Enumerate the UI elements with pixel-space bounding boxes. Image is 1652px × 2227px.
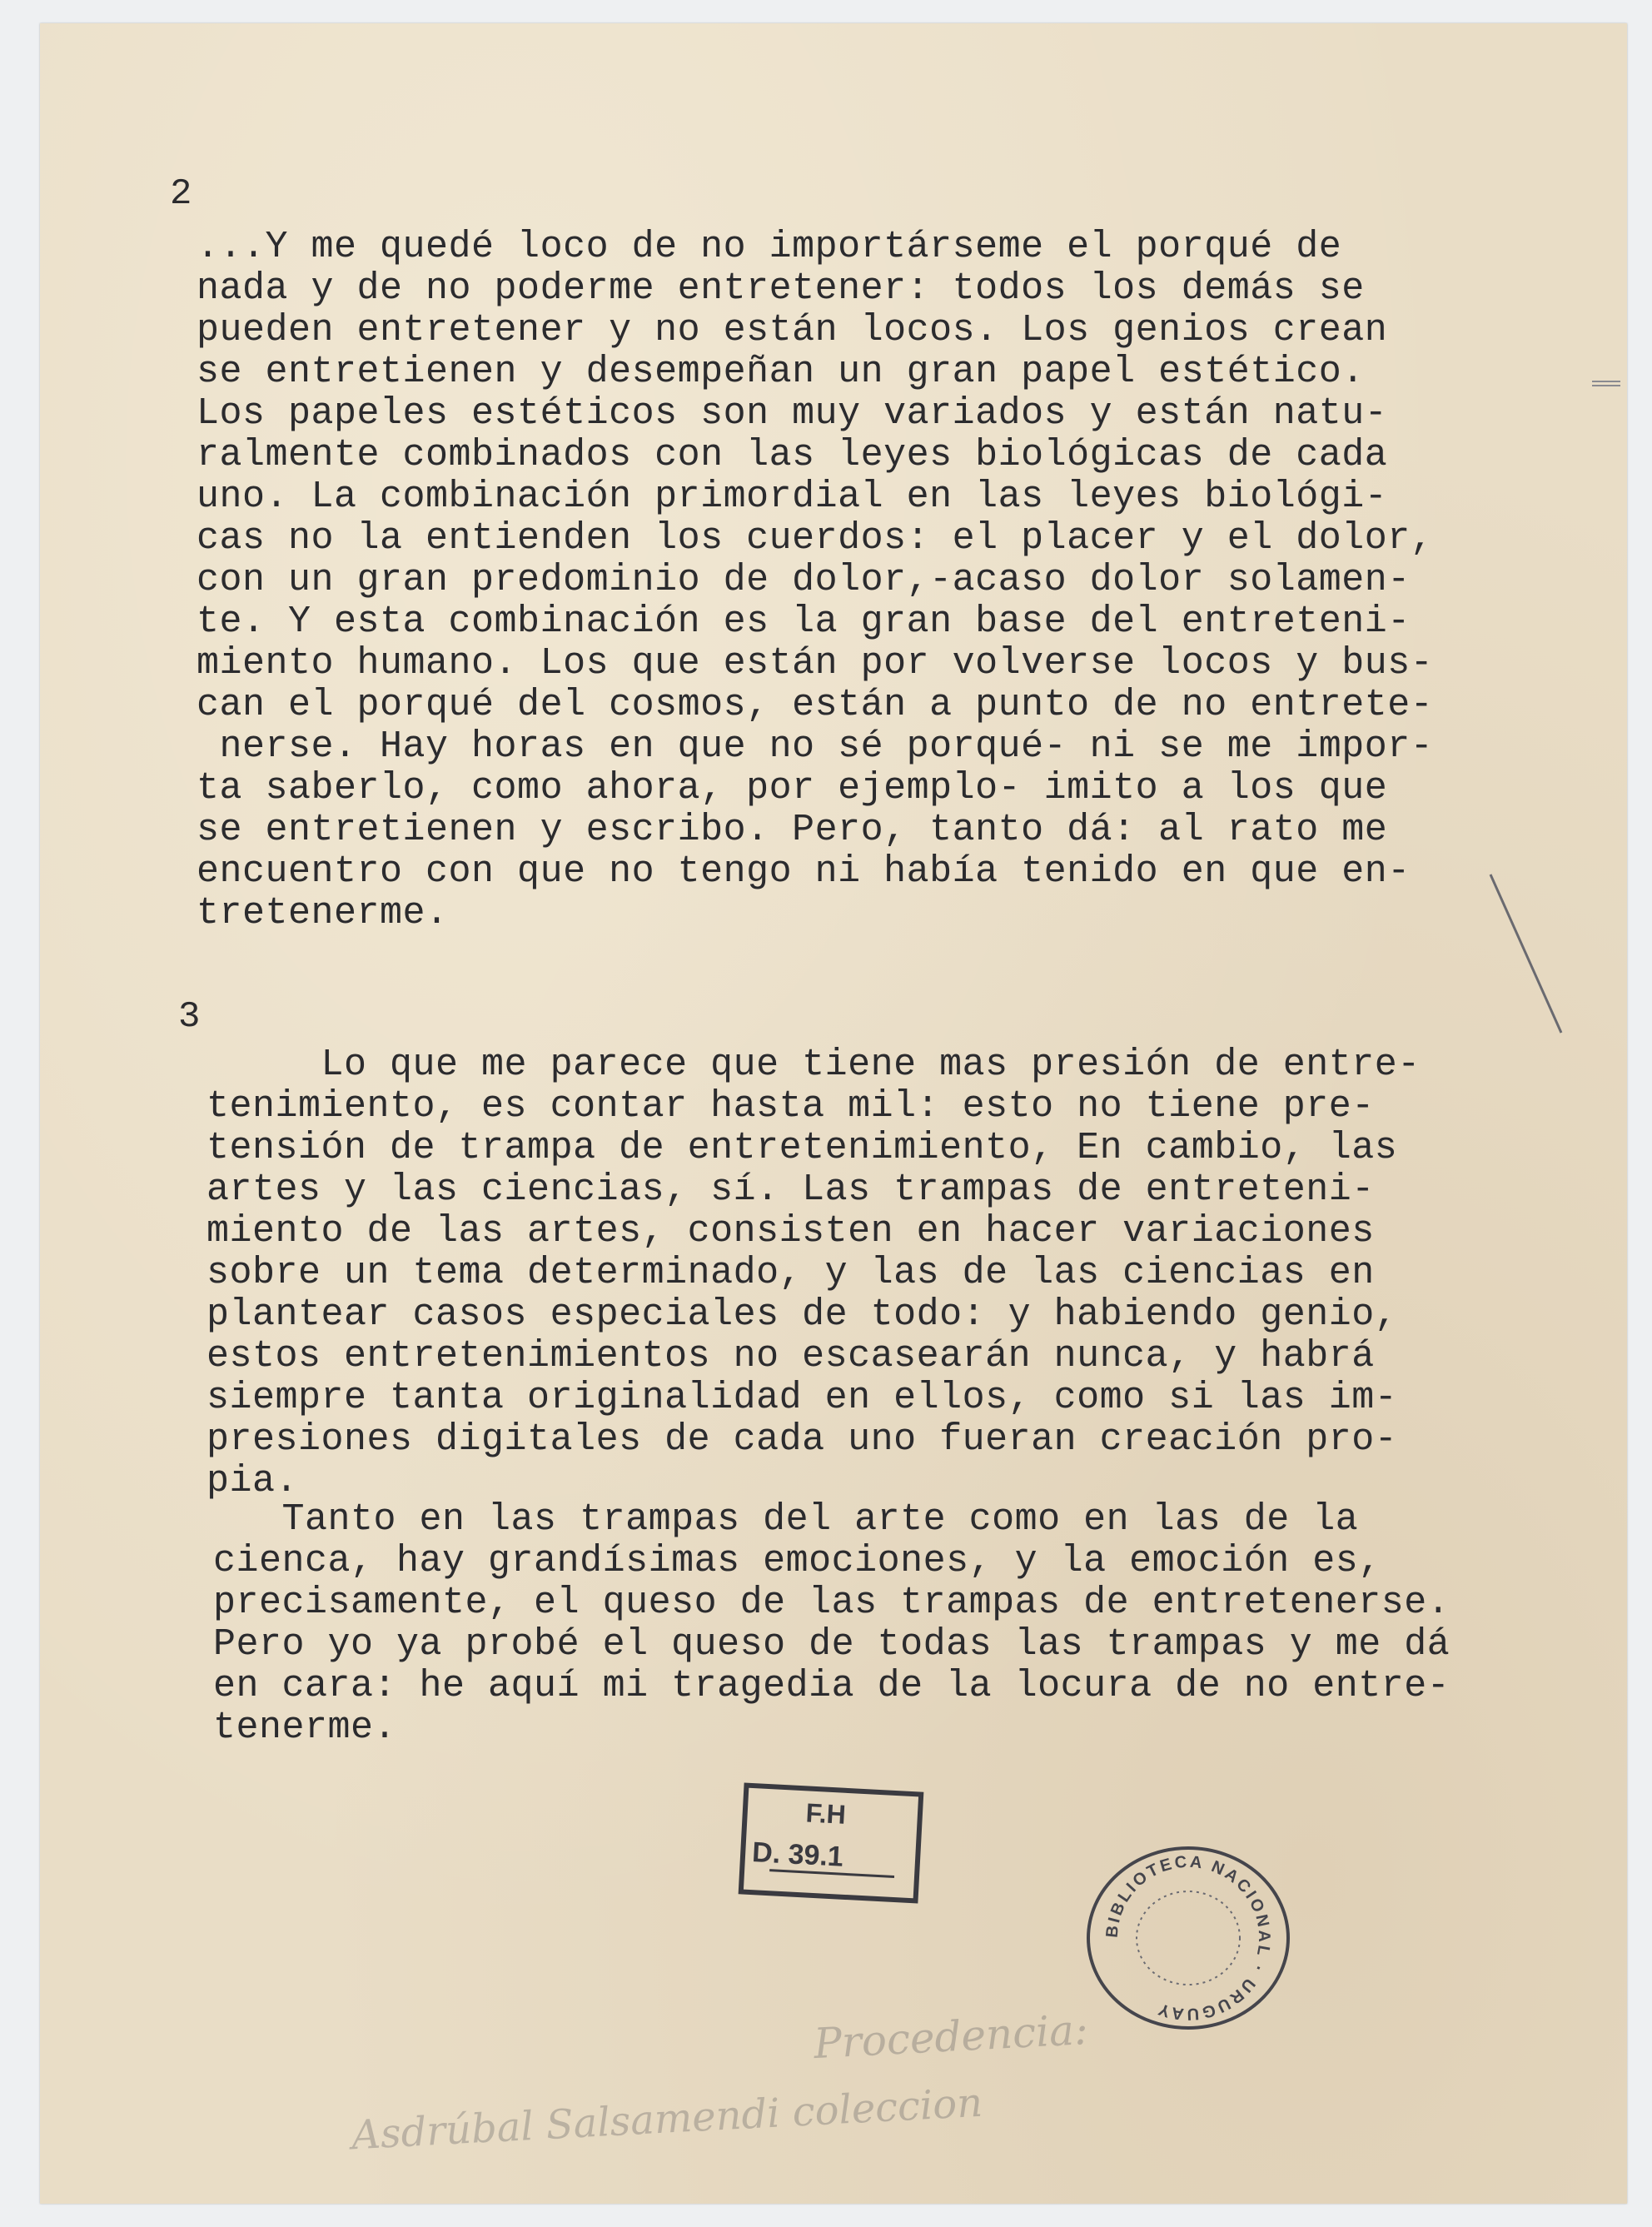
svg-text:BIBLIOTECA NACIONAL · URUGUAY	[1103, 1853, 1273, 2024]
archive-stamp-code: D. 39.1	[751, 1836, 844, 1873]
archive-stamp-top: F.H	[804, 1797, 847, 1830]
section-number: 3	[178, 996, 201, 1038]
margin-tick-mark	[1590, 375, 1624, 391]
section-2-text: ...Y me quedé loco de no importárseme el porqué de nada y de no poderme entretener: todos los demás se pueden entretener y no están locos. Los genios crean se entretienen y desempeñan un gran papel estético. Los papeles estéticos son muy variados y están natu- ralmente combinados con las leyes biológicas de cada uno. La combinación primordial en las leyes biológi- cas no la entienden los cuerdos: el placer y el dolor, con un gran predominio de dolor,-acaso dolor solamen- te. Y esta combinación es la gran base del entreteni- miento humano. Los que están por volverse locos y bus- can el porqué del cosmos, están a punto de no entrete- nerse. Hay horas en que no sé porqué- ni se me impor- ta saberlo, como ahora, por ejemplo- imito a los que se entretienen y escribo. Pero, tanto dá: al rato me encuentro con que no tengo ni había tenido en que en- tretenerme.	[197, 226, 1434, 934]
archive-stamp	[739, 1782, 924, 1903]
margin-pen-mark	[1482, 866, 1582, 1049]
provenance-line-1: Procedencia:	[812, 2005, 1090, 2069]
section-3-paragraph-2: Tanto en las trampas del arte como en las de la cienca, hay grandísimas emociones, y la emoción es, precisamente, el queso de las trampas de entretenerse. Pero yo ya probé el queso de todas las trampas y me dá en cara: he aquí mi tragedia de la locura de no entre- tenerme.	[213, 1498, 1450, 1749]
library-seal	[1084, 1842, 1292, 2034]
section-number: 2	[170, 173, 192, 215]
section-3-paragraph-1: Lo que me parece que tiene mas presión de entre- tenimiento, es contar hasta mil: esto no tiene pre- tensión de trampa de entretenimiento, En cambio, las artes y las ciencias, sí. Las trampas de entreteni- miento de las artes, consisten en hacer variaciones sobre un tema determinado, y las de las ciencias en plantear casos especiales de todo: y habiendo genio, estos entretenimientos no escasearán nunca, y habrá siempre tanta originalidad en ellos, como si las im- presiones digitales de cada uno fueran creación pro- pia.	[206, 1044, 1421, 1502]
library-seal-text: BIBLIOTECA NACIONAL · URUGUAY	[1102, 1852, 1274, 2024]
provenance-line-2: Asdrúbal Salsamendi coleccion	[350, 2079, 984, 2160]
